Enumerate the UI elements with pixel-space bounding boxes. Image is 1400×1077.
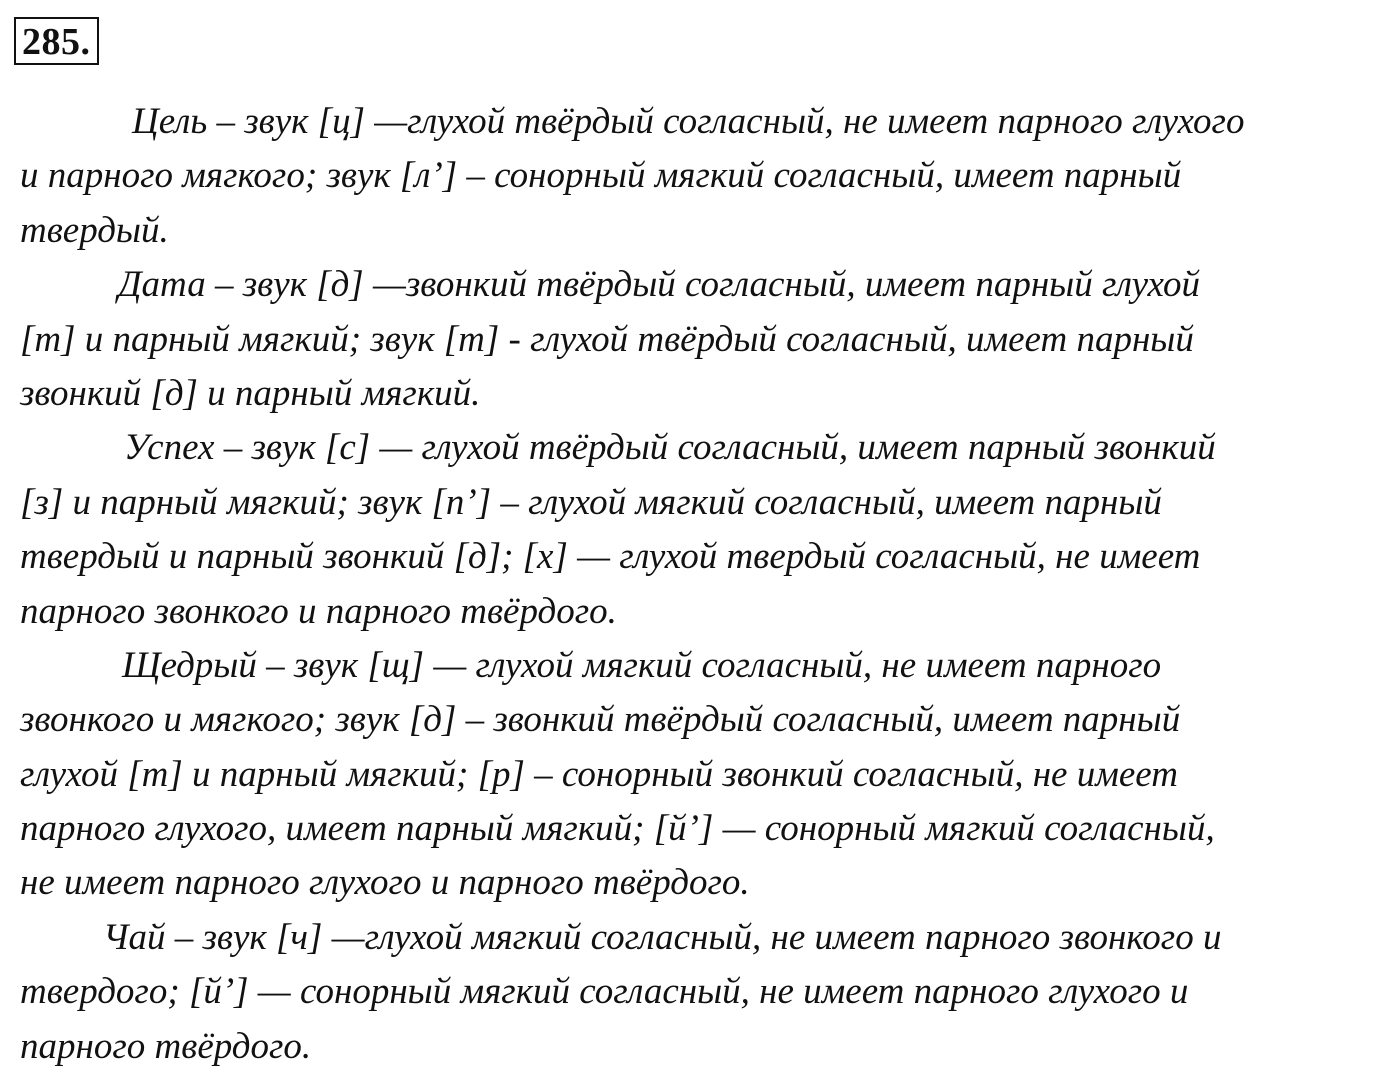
text-line: парного глухого, имеет парный мягкий; [й’] — сонорный мягкий согласный, — [20, 808, 1215, 850]
text-line: и парного мягкого; звук [л’] – сонорный мягкий согласный, имеет парный — [20, 155, 1182, 197]
text-line: парного твёрдого. — [20, 1025, 312, 1067]
text-line: твердого; [й’] — сонорный мягкий согласный, не имеет парного глухого и — [20, 971, 1189, 1013]
answer-text — [20, 95, 1382, 1074]
text-line: звонкий [д] и парный мягкий. — [20, 372, 481, 414]
text-line: Дата – звук [д] —звонкий твёрдый согласный, имеет парный глухой — [118, 264, 1201, 306]
exercise-number: 285. — [14, 17, 99, 65]
text-line: Чай – звук [ч] —глухой мягкий согласный, не имеет парного звонкого и — [103, 916, 1222, 958]
text-line: твердый. — [20, 209, 169, 251]
text-line: [з] и парный мягкий; звук [п’] – глухой мягкий согласный, имеет парный — [20, 481, 1162, 523]
text-line: Цель – звук [ц] —глухой твёрдый согласный, не имеет парного глухого — [132, 101, 1245, 142]
text-line: твердый и парный звонкий [д]; [х] — глухой твердый согласный, не имеет — [20, 536, 1201, 578]
text-line: не имеет парного глухого и парного твёрдого. — [20, 862, 750, 904]
text-line: звонкого и мягкого; звук [д] – звонкий твёрдый согласный, имеет парный — [20, 699, 1181, 741]
text-line: Щедрый – звук [щ] — глухой мягкий согласный, не имеет парного — [122, 644, 1162, 686]
text-line: Успех – звук [с] — глухой твёрдый согласный, имеет парный звонкий — [124, 427, 1216, 469]
text-line: глухой [т] и парный мягкий; [р] – сонорный звонкий согласный, не имеет — [20, 753, 1178, 795]
text-line: [т] и парный мягкий; звук [т] - глухой твёрдый согласный, имеет парный — [20, 318, 1194, 360]
text-line: парного звонкого и парного твёрдого. — [20, 590, 617, 632]
